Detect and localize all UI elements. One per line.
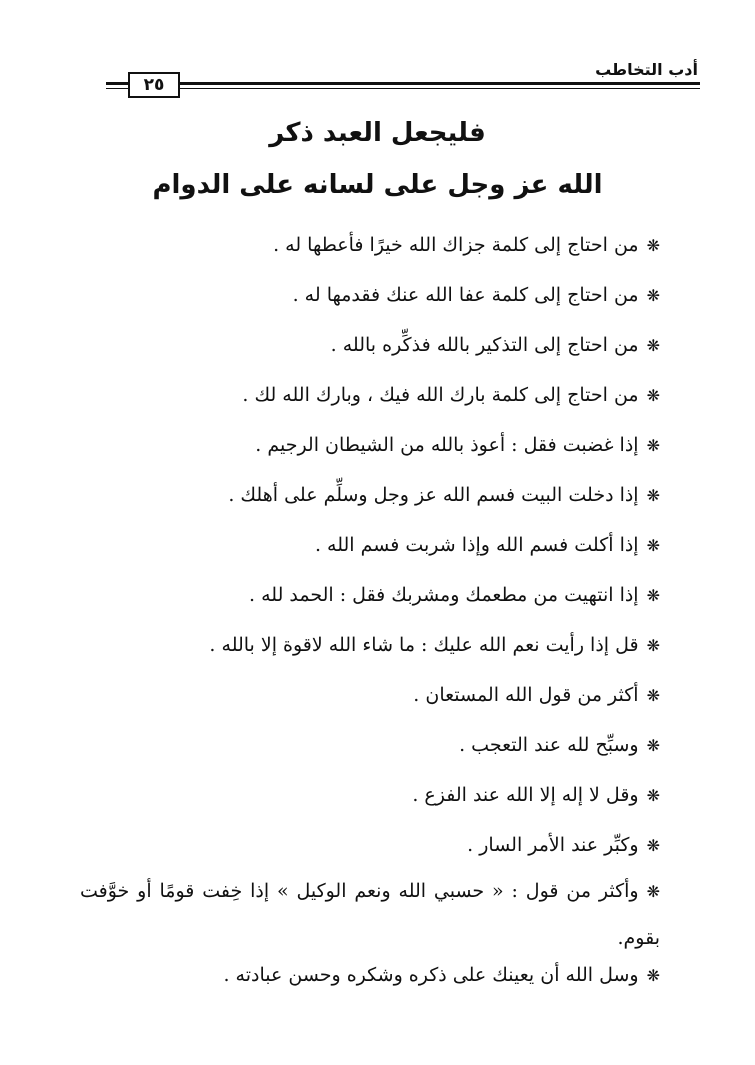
page-header bbox=[100, 60, 700, 100]
list-item bbox=[80, 728, 660, 778]
list-item-text: وقل لا إله إلا الله عند الفزع . bbox=[412, 784, 639, 806]
bullet-star-icon: ❋ bbox=[646, 586, 660, 605]
header-rule-thick bbox=[178, 82, 700, 85]
bullet-star-icon: ❋ bbox=[646, 436, 660, 455]
list-item-text: وسبِّح لله عند التعجب . bbox=[459, 734, 639, 756]
section-title-line-1: فليجعل العبد ذكر bbox=[269, 118, 486, 148]
list-item bbox=[80, 678, 660, 728]
advice-list bbox=[80, 228, 660, 878]
list-item bbox=[80, 478, 660, 528]
list-item-text: وأكثر من قول : « حسبي الله ونعم الوكيل » إذا خِفت قومًا أو خوَّفت بقوم. bbox=[80, 880, 660, 949]
list-item bbox=[80, 278, 660, 328]
bullet-star-icon: ❋ bbox=[646, 882, 660, 901]
bullet-star-icon: ❋ bbox=[646, 836, 660, 855]
list-item-text: من احتاج إلى كلمة بارك الله فيك ، وبارك الله لك . bbox=[242, 384, 639, 406]
list-item-text: إذا غضبت فقل : أعوذ بالله من الشيطان الرجيم . bbox=[255, 434, 639, 456]
bullet-star-icon: ❋ bbox=[646, 636, 660, 655]
bullet-star-icon: ❋ bbox=[646, 966, 660, 985]
page-number: ٢٥ bbox=[128, 72, 180, 98]
bullet-star-icon: ❋ bbox=[646, 786, 660, 805]
list-item bbox=[80, 628, 660, 678]
running-book-title: أدب التخاطب bbox=[595, 60, 698, 79]
list-item-text: وكبِّر عند الأمر السار . bbox=[467, 834, 639, 856]
list-item-text: أكثر من قول الله المستعان . bbox=[413, 684, 639, 706]
list-item bbox=[80, 428, 660, 478]
list-item bbox=[80, 378, 660, 428]
header-rule-left-thin bbox=[106, 88, 128, 89]
list-item-text: من احتاج إلى التذكير بالله فذكِّره بالله . bbox=[330, 334, 639, 356]
header-rule-left-thick bbox=[106, 82, 128, 85]
list-item-last bbox=[80, 958, 660, 993]
bullet-star-icon: ❋ bbox=[646, 386, 660, 405]
list-item-text: إذا أكلت فسم الله وإذا شربت فسم الله . bbox=[314, 534, 639, 556]
bullet-star-icon: ❋ bbox=[646, 736, 660, 755]
list-item-text: إذا انتهيت من مطعمك ومشربك فقل : الحمد لله . bbox=[249, 584, 639, 606]
list-item bbox=[80, 228, 660, 278]
list-item-text: من احتاج إلى كلمة عفا الله عنك فقدمها له . bbox=[292, 284, 639, 306]
list-item-text: وسل الله أن يعينك على ذكره وشكره وحسن عبادته . bbox=[223, 964, 639, 986]
list-item bbox=[80, 328, 660, 378]
list-item-text: من احتاج إلى كلمة جزاك الله خيرًا فأعطها له . bbox=[273, 234, 639, 256]
bullet-star-icon: ❋ bbox=[646, 486, 660, 505]
list-item bbox=[80, 528, 660, 578]
bullet-star-icon: ❋ bbox=[646, 336, 660, 355]
list-item bbox=[80, 578, 660, 628]
section-title-line-2: الله عز وجل على لسانه على الدوام bbox=[152, 170, 603, 200]
list-item-long bbox=[80, 868, 660, 961]
bullet-star-icon: ❋ bbox=[646, 686, 660, 705]
list-item-text: قل إذا رأيت نعم الله عليك : ما شاء الله لاقوة إلا بالله . bbox=[209, 634, 639, 656]
bullet-star-icon: ❋ bbox=[646, 536, 660, 555]
bullet-star-icon: ❋ bbox=[646, 236, 660, 255]
list-item-text: إذا دخلت البيت فسم الله عز وجل وسلِّم على أهلك . bbox=[228, 484, 639, 506]
list-item bbox=[80, 778, 660, 828]
header-rule-thin bbox=[178, 88, 700, 89]
bullet-star-icon: ❋ bbox=[646, 286, 660, 305]
